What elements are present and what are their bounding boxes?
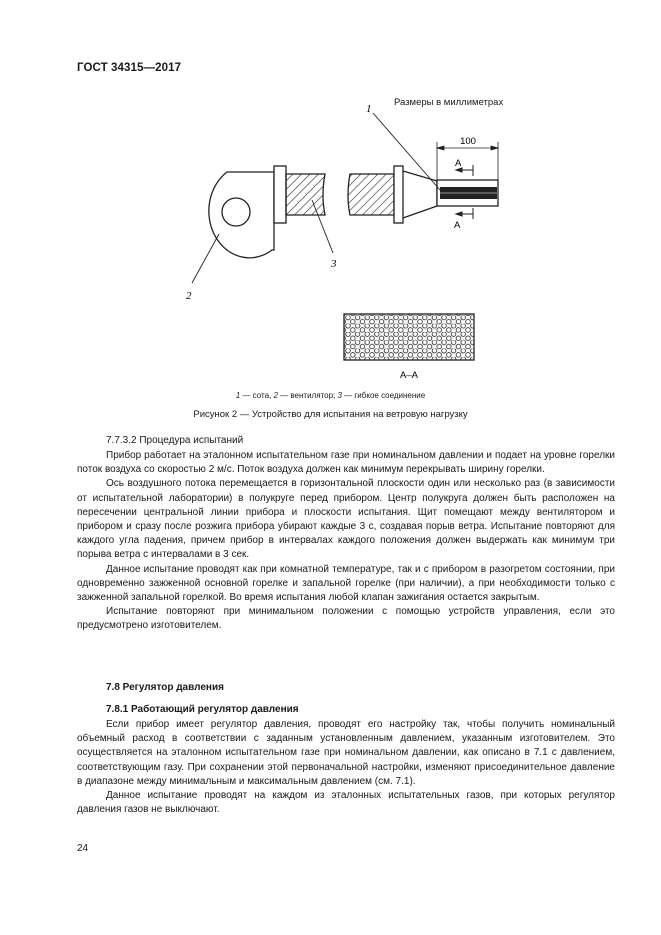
legend-num-1: 1 — [235, 391, 241, 400]
figure-legend — [0, 391, 661, 400]
page-header: ГОСТ 34315—2017 — [77, 62, 182, 74]
section-7-7-3-2-label: 7.7.3.2 Процедура испытаний — [106, 435, 244, 446]
section-view-honeycomb — [344, 314, 474, 360]
section-marker-top: А — [455, 158, 462, 169]
nozzle-cone — [403, 171, 437, 218]
dimension-label: 100 — [460, 136, 476, 147]
section-7-7-3-2-body — [77, 449, 615, 634]
legend-text-2: — вентилятор; — [277, 391, 338, 400]
flexible-connection-left — [286, 174, 325, 215]
legend-text-1: — сота, — [240, 391, 274, 400]
callout-2: 2 — [186, 290, 192, 302]
paragraph: Данное испытание проводят как при комнатной температуре, так и с прибором в разогретом состоянии, при одновременно зажженной основной горелке и запальной горелке (при наличии), а при необходимости только с зажженной запальной горелкой. Во время испытания любой клапан зажигания остается закрытым. — [77, 563, 615, 604]
section-7-8-heading: 7.8 Регулятор давления — [106, 682, 224, 693]
callout-3: 3 — [331, 258, 337, 270]
paragraph: Данное испытание проводят на каждом из эталонных испытательных газов, при которых регулятор давления газов не выключают. — [77, 790, 615, 816]
figure-2 — [0, 0, 661, 400]
legend-num-2: 2 — [273, 391, 278, 400]
page-number: 24 — [77, 843, 89, 854]
units-note: Размеры в миллиметрах — [394, 97, 504, 108]
nozzle-flange — [394, 166, 403, 223]
flexible-connection-right — [348, 174, 394, 215]
dimension-100 — [437, 142, 498, 180]
figure-caption: Рисунок 2 — Устройство для испытания на ветровую нагрузку — [193, 409, 468, 420]
paragraph: Прибор работает на эталонном испытательном газе при номинальном давлении и подает на уровне горелки поток воздуха со скоростью 2 м/с. Поток воздуха должен как минимум перекрывать ширину горелки. — [77, 450, 615, 476]
section-7-8-1-body — [77, 718, 615, 817]
callout-1: 1 — [366, 103, 372, 115]
legend-text-3: — гибкое соединение — [341, 391, 426, 400]
section-7-8-1-heading: 7.8.1 Работающий регулятор давления — [106, 704, 299, 715]
paragraph: Если прибор имеет регулятор давления, проводят его настройку так, чтобы получить номинальный объемный расход в соответствии с заданным установленным давлением, указанным изготовителем. Это осуществляется на эталонном испытательном газе при номинальном давлении, как описано в 7.1 с давлением, соответствующим газу. При сохранении этой первоначальной настройки, изменяют присоединительное давление в диапазоне между минимальным и максимальным давлением (см. 7.1). — [77, 719, 615, 787]
legend-num-3: 3 — [337, 391, 342, 400]
figure-drawing — [0, 0, 661, 400]
fan-flange — [274, 166, 286, 223]
section-title: А–А — [400, 370, 418, 381]
fan — [209, 172, 277, 258]
section-marker-bottom: А — [454, 220, 461, 231]
paragraph: Испытание повторяют при минимальном положении с помощью устройств управления, если это предусмотрено изготовителем. — [77, 606, 615, 632]
paragraph: Ось воздушного потока перемещается в горизонтальной плоскости один или несколько раз (в зависимости от испытательной лаборатории) в полукруге перед прибором. Центр полукруга должен быть расположен на пересечении центральной линии прибора и плоскости испытания. Щит помещают между вентилятором и прибором и сразу после розжига прибора убирают каждые 3 с, создавая порыв ветра. Испытание повторяют для каждого угла падения, причем прибор в интервалах каждого положения должен выдержать как минимум три порыва ветра с интервалами в 3 сек. — [77, 478, 615, 561]
